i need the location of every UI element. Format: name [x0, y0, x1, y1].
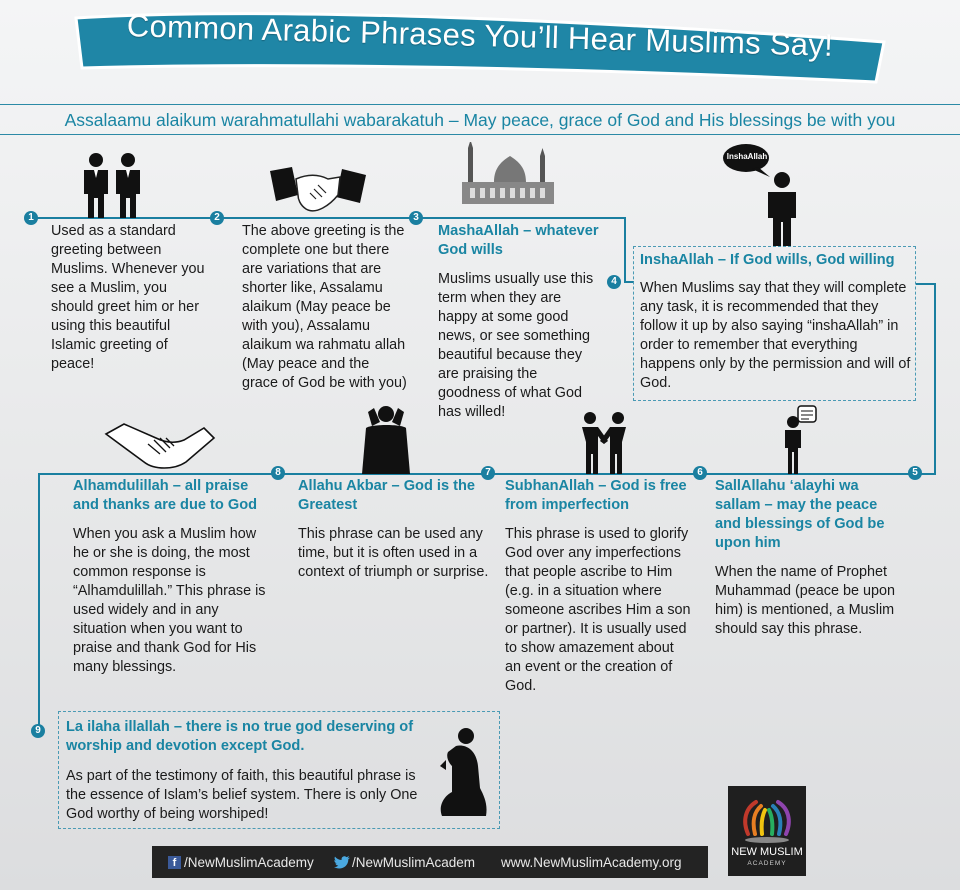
item-6-heading: SubhanAllah – God is free from imperfection [505, 478, 687, 513]
step-number-6: 6 [693, 466, 707, 480]
item-8-body: When you ask a Muslim how he or she is doing, the most common response is “Alhamdulillah.” This phrase is used widely and in any situation when you want to praise and thank God for His many blessings. [73, 526, 266, 675]
speaking-person-icon [762, 172, 802, 251]
website-link[interactable]: www.NewMuslimAcademy.org [501, 855, 682, 870]
item-9-body: As part of the testimony of faith, this beautiful phrase is the essence of Islam’s belief system. There is only One God worthy of being worshiped! [66, 768, 418, 822]
logo-line-1: NEW MUSLIM [731, 846, 803, 858]
item-9-heading: La ilaha illallah – there is no true god deserving of worship and devotion except God. [66, 719, 414, 754]
item-4-heading: InshaAllah – If God wills, God willing [640, 252, 895, 268]
greeting-rule-top [0, 104, 960, 105]
facebook-icon: f [168, 856, 181, 869]
step-number-1: 1 [24, 211, 38, 225]
greeting-people-icon [580, 412, 628, 479]
item-6-body: This phrase is used to glorify God over any imperfections that people ascribe to Him (e.g. in a situation where someone ascribes Him a son or partner). It is usually used to show amazement about an event or the creation of God. [505, 526, 691, 694]
step-number-8: 8 [271, 466, 285, 480]
connector-4-5 [934, 283, 936, 474]
person-speech-icon [784, 404, 818, 481]
item-3-heading: MashaAllah – whatever God wills [438, 223, 599, 258]
mosque-icon [460, 142, 556, 213]
connector-3-4 [624, 217, 626, 281]
item-3-body: Muslims usually use this term when they are happy at some good news, or see something beautiful because they are praising the goodness of what God has willed! [438, 271, 594, 420]
step-number-7: 7 [481, 466, 495, 480]
item-2-body: The above greeting is the complete one but there are variations that are shorter like, Assalamu alaikum (May peace be with you), Assalamu alaikum wa rahmatu allah (May peace and the grace of God be with you) [242, 223, 407, 391]
speech-bubble-text: InshaAllah [726, 152, 768, 161]
handshake-icon [270, 165, 366, 222]
item-5-heading: SallAllahu ‘alayhi wa sallam – may the peace and blessings of God be upon him [715, 478, 885, 551]
twitter-icon [334, 856, 350, 874]
step-number-9: 9 [31, 724, 45, 738]
item-7-heading: Allahu Akbar – God is the Greatest [298, 478, 476, 513]
item-4-body: When Muslims say that they will complete any task, it is recommended that they follow it up by also saying “inshaAllah” in order to remember that everything happens only by the permission and will of God. [640, 280, 911, 391]
step-number-5: 5 [908, 466, 922, 480]
page-title: Common Arabic Phrases You’ll Hear Muslims Say! [126, 8, 834, 63]
praying-man-icon [360, 404, 412, 479]
twitter-link[interactable]: /NewMuslimAcadem [352, 855, 476, 870]
item-5-body: When the name of Prophet Muhammad (peace be upon him) is mentioned, a Muslim should say this phrase. [715, 564, 895, 637]
item-1-body: Used as a standard greeting between Muslims. Whenever you see a Muslim, you should greet him or her using this beautiful Islamic greeting of peace! [51, 223, 205, 372]
step-number-3: 3 [409, 211, 423, 225]
clasped-hands-icon [104, 414, 216, 477]
item-8-heading: Alhamdulillah – all praise and thanks are due to God [73, 478, 258, 513]
step-number-2: 2 [210, 211, 224, 225]
greeting-text: Assalaamu alaikum warahmatullahi wabarakatuh – May peace, grace of God and His blessings be with you [64, 110, 896, 130]
facebook-link[interactable]: /NewMuslimAcademy [184, 855, 314, 870]
step-number-4: 4 [607, 275, 621, 289]
item-7-body: This phrase can be used any time, but it is often used in a context of triumph or surprise. [298, 526, 489, 580]
logo-line-2: ACADEMY [747, 860, 787, 867]
greeting-rule-bottom [0, 134, 960, 135]
connector-8-9 [38, 473, 40, 731]
two-people-icon [78, 152, 148, 223]
connector-4-right [916, 283, 936, 285]
new-muslim-academy-logo [728, 786, 806, 876]
